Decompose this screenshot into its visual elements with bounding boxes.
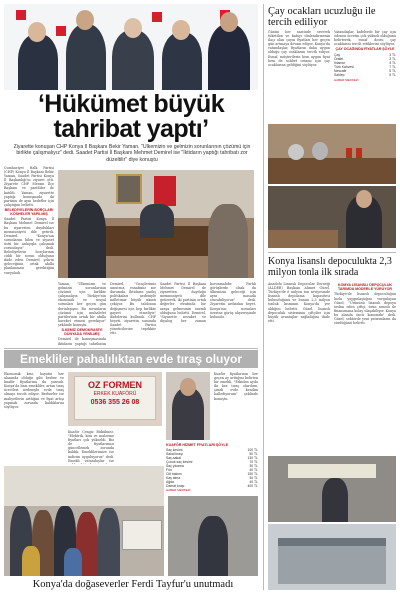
child	[64, 548, 82, 576]
table	[268, 230, 338, 248]
person	[198, 516, 228, 576]
lead-column-2	[58, 282, 106, 346]
tea-photo-1	[268, 124, 396, 184]
teapot	[312, 142, 328, 160]
razor-top-rule	[4, 348, 258, 349]
warehouse-roof	[278, 538, 386, 546]
lead-column-3	[110, 282, 156, 346]
tea-text2: Vatandaşlar, kafelerde bir çay için ödenen ücretin çok yüksek olduğunu belirterek, esnaf dostu çay ocaklarını tercih ettiklerini söylüyor.	[334, 30, 396, 47]
depo-column-1	[268, 282, 330, 454]
price-item: Fön	[166, 468, 172, 473]
price-item: Ihlamur	[334, 60, 346, 65]
depo-photo-2	[268, 524, 396, 590]
razor-column-4	[214, 372, 258, 448]
party-logo	[16, 10, 26, 20]
price-item: Saç yıkama	[166, 464, 184, 469]
tea-column-1	[268, 30, 330, 122]
price-value: 400 TL	[247, 484, 258, 489]
lead-col4-text: Saadet Partisi İl Başkanı Mehmet Demirel de ziyaretten duyduğu memnuniyeti dile getirerek, iki partinin ortak değerler etrafında bir araya gelmesinin önemli olduğunu belirtti. Demirel, "Siyasette nezaket ve diyalog her zaman korunmalıdır. Farklı görüşlerde olsak da ülkemizin geleceği için aynı masada oturabiliyoruz" dedi. Ziyaretin ardından heyet, Konya'nın sorunları üzerine görüş alışverişinde bulundu.	[160, 282, 256, 323]
shop-sign-name: OZ FORMEN	[88, 380, 142, 390]
lead-col1-text: Cumhuriyet Halk Partisi (CHP) Konya İl Başkanı Bekir Yaman, Saadet Partisi Konya İl Başkanlığı'nı ziyaret etti. Ziyarete CHP Meram İlçe Başkanı ve partililer de katıldı. Yaman, ziyarette yaptığı konuşmada iki partinin de aynı hedefler için çalıştığını belirtti.	[4, 166, 54, 207]
razor-column-1	[4, 372, 64, 462]
tea-text: Günün her saatinde severek tüketilen ve kafayı dinlendirmenin ilaçı olan çayın fiyatları her geçen gün artmaya devam ediyor. Konya'da vatandaşlar, fiyatların daha uygun olduğu çay ocaklarını tercih ediyor. Esnaf, müşterilerin hem uygun fiyat hem de sohbet ortamı için çay ocaklarına geldiğini söylüyor.	[268, 30, 330, 67]
portrait-frame	[116, 174, 142, 204]
warehouse	[278, 544, 386, 584]
price-value: 3 TL	[389, 52, 396, 57]
tea-glass	[346, 148, 352, 158]
person-head	[76, 10, 94, 30]
column-divider	[263, 4, 264, 590]
price-value: 100 TL	[247, 448, 258, 453]
price-item: Nescafe	[334, 68, 347, 73]
person-right	[208, 204, 248, 278]
counter	[268, 158, 396, 184]
price-row	[334, 73, 396, 77]
person	[66, 24, 106, 90]
person	[162, 32, 202, 90]
barber-head	[180, 378, 196, 396]
razor-credit: HABER MERKEZİ	[166, 488, 191, 492]
person	[112, 30, 154, 90]
depo-headline: Konya lisanslı depoculukta 2,3 milyon tonla ilk sırada	[268, 256, 392, 278]
price-value: 30 TL	[249, 476, 258, 481]
lead-meeting-photo	[58, 170, 254, 278]
lead-headline	[4, 92, 258, 142]
lead-col1-text2: Saadet Partisi Konya İl Başkanı Mehmet Demirel ise bu ziyaretten duydukları memnuniyeti dile getirdi. Demirel, "Konya'nın sorunlarını bilen ve siyaset üstü bir anlayışla çalışmak zorundayız" dedi. Belediyelerin borçlarının ciddi bir sorun olduğunu ifade eden Demirel, şehrin geleceğinin ortak akılla planlanması gerektiğini vurguladı.	[4, 217, 54, 275]
lead-deck: Ziyarette konuşan CHP Konya İl Başkanı Bekir Yaman, "Ülkemizin ve gelmizin sorunlarının çözümü için birlikte çalışmalıyız" dedi. Saadet Partisi İl Başkanı Mehmet Demirel ise "İktidarın yaptığı tahribatı zor düzeltilir" diye konuştu	[13, 144, 251, 163]
person	[208, 24, 250, 90]
lead-col1-subhead: BELEDİYELERİN BORÇLARI KÖSHELER YAPILMIŞ	[4, 207, 54, 217]
razor-photo-small	[168, 496, 258, 576]
depo-photo-1	[268, 456, 396, 522]
price-value: 3 TL	[389, 56, 396, 61]
price-item: Saç-sakal	[166, 456, 181, 461]
tea-credit: HABER MERKEZİ	[334, 77, 359, 82]
lead-col2-text2: Demirel de konuşmasında iktidarın yaptığı tahribatın	[58, 337, 106, 346]
lead-col2-subhead: İLKEMİZ DEMOKRASİYİ DÜNYADA YENİLMİŞ	[61, 328, 103, 337]
depo-text: Anadolu Lisanslı Depocular Derneği (ALDER) Başkanı Ahmet Güzel, Türkiye'de 6 milyon ton seviyesinde lisanslı depolama kapasitesi bulunduğunu ve bunun 2,3 milyon tonluk kısmının Konya'da yer aldığını belirtti. Güzel, lisanslı depoculuk sisteminin çiftçiler için büyük avantajlar sağladığını ifade etti.	[268, 282, 330, 323]
price-value: 5 TL	[389, 68, 396, 73]
razor-text2: Kuaför Cengiz Bükülmez, "Elektrik, kira ve malzeme fiyatları çok yükseldi. Biz de fiyatlarımızı güncellemek zorunda kaldık. Emeklilerimize ise indirim uyguluyoruz" dedi. Emekli vatandaşlar ise	[68, 430, 114, 463]
shop-sign	[74, 376, 156, 420]
lead-col2-text: Yaman, "Ülkemizin ve gelmizin sorunlarının çözümü için birlikte çalışmalıyız. Türkiye'nin ekonomik ve sosyal sorunları her geçen gün derinleşiyor. Bu sorunların çözümü için muhalefet partilerinin ortak bir akılla hareket etmesi gerekiyor" şeklinde konuştu.	[58, 282, 106, 327]
price-value: 4 TL	[389, 60, 396, 65]
tea-bottom-rule	[268, 252, 396, 253]
lead-photo	[4, 4, 258, 90]
price-value: 7 TL	[389, 64, 396, 69]
price-item: Oralet	[334, 56, 344, 61]
tayfur-headline: Konya'da doğaseverler Ferdi Tayfur'u unutmadı	[32, 579, 234, 590]
tea-glass	[356, 148, 362, 158]
price-value: 150 TL	[247, 472, 258, 477]
price-value: 40 TL	[249, 480, 258, 485]
depo-subhead: KOMYA LİSANSLI DEPOCULUK TARIMDA MODERLE YÜRÜYOR	[337, 283, 393, 292]
person-left	[68, 200, 106, 278]
person-head	[124, 18, 142, 38]
teapot	[288, 144, 304, 160]
tea-column-2	[334, 30, 396, 122]
price-item: Sakal tıraşı	[166, 452, 183, 457]
razor-subhead: KUAFÖR HİZMET FİYATLARI ŞÖYLE	[166, 443, 229, 447]
wall	[4, 466, 164, 506]
depo-text2: Türkiye'de lisanslı depoculuğun hızla yaygınlaştığını vurgulayan Güzel, "Ürününü lisanslı depoya teslim eden çiftçi, ürün senedi ile finansmana kolay ulaşabiliyor. Konya bu alanda öncü konumda" dedi. Güzel, sektörde yeni yatırımların da sürdüğünü belirtti.	[334, 292, 396, 326]
razor-banner: Emekliler pahalılıktan evde tıraş oluyor	[4, 350, 258, 368]
price-item: Damat tıraşı	[166, 484, 185, 489]
person	[18, 34, 58, 90]
flag	[154, 176, 176, 206]
razor-price-table	[166, 448, 258, 488]
tea-price-table	[334, 53, 396, 77]
razor-text3: Kuaför fiyatlarının her geçen ay arttığını belirten bir emekli, "Eskiden ayda iki kez tıraş olurdum, şimdi evde kendim hallediyorum" şeklinde konuştu.	[214, 372, 258, 401]
man-head	[356, 190, 372, 208]
price-value: 40 TL	[249, 468, 258, 473]
price-item: Çay	[334, 52, 341, 57]
shop-sign-phone: 0536 355 26 08	[90, 399, 140, 406]
tea-photo-2	[268, 186, 396, 248]
poster	[122, 520, 162, 550]
tea-headline: Çay ocakları ucuzluğu ile tercih ediliyor	[268, 6, 376, 28]
price-item: Çocuk saç kesimi	[166, 460, 193, 465]
razor-shop-photo	[68, 372, 162, 426]
price-value: 70 TL	[249, 460, 258, 465]
razor-barber-photo	[166, 372, 210, 440]
depo-column-2	[334, 282, 396, 454]
razor-column-2	[68, 430, 114, 464]
lead-column-1	[4, 166, 54, 346]
lead-col3-text: Demirel, "Gençlerimiz umutsuz, esnafımız zor durumda. İktidarın yanlış politikaları nedeniyle milletimiz büyük sıkıntı çekiyor. Bu tablonun değişmesi için hep birlikte gayret etmeliyiz" ifadelerini kullandı. CHP heyeti, ziyaretin sonunda Saadet Partisi yöneticilerine teşekkür etti.	[110, 282, 156, 336]
price-item: Sahlep	[334, 72, 345, 77]
child	[22, 546, 40, 576]
razor-group-photo	[4, 466, 164, 576]
price-value: 130 TL	[247, 456, 258, 461]
lead-headline-line2: tahribat yaptı’	[53, 115, 209, 142]
price-value: 5 TL	[389, 72, 396, 77]
person-center	[140, 204, 174, 238]
lead-headline-line1: ‘Hükümet büyük	[37, 92, 225, 118]
party-logo	[152, 12, 162, 22]
price-item: Kaş alma	[166, 476, 181, 481]
price-item: Saç kesimi	[166, 448, 183, 453]
person-head	[28, 22, 46, 42]
price-item: Cilt bakımı	[166, 472, 183, 477]
price-value: 30 TL	[249, 464, 258, 469]
price-value: 50 TL	[249, 452, 258, 457]
price-item: Ağda	[166, 480, 174, 485]
lead-column-4	[160, 282, 256, 346]
razor-price-box	[166, 442, 258, 492]
shop-sign-type: ERKEK KUAFÖRÜ	[93, 391, 137, 397]
razor-text: Ekonomik kriz, hayatın her alanında olduğu gibi berber ve kuaför fiyatlarına da yansıdı. Konya'da bazı emekliler, artan tıraş ücretleri nedeniyle evde tıraş olmayı tercih ediyor. Berberler ise maliyetlerin arttığını ve fiyat artışı yapmak zorunda kaldıklarını söylüyor.	[4, 372, 64, 409]
person	[322, 478, 348, 522]
party-logo	[56, 26, 66, 36]
person	[98, 508, 120, 576]
price-item: Türk Kahvesi	[334, 64, 354, 69]
person-head	[220, 12, 238, 32]
banner-board	[288, 464, 376, 478]
tea-subhead: ÇAY OCAĞINDA FİYATLAR ŞÖYLE	[335, 47, 395, 52]
person-head	[172, 20, 190, 40]
